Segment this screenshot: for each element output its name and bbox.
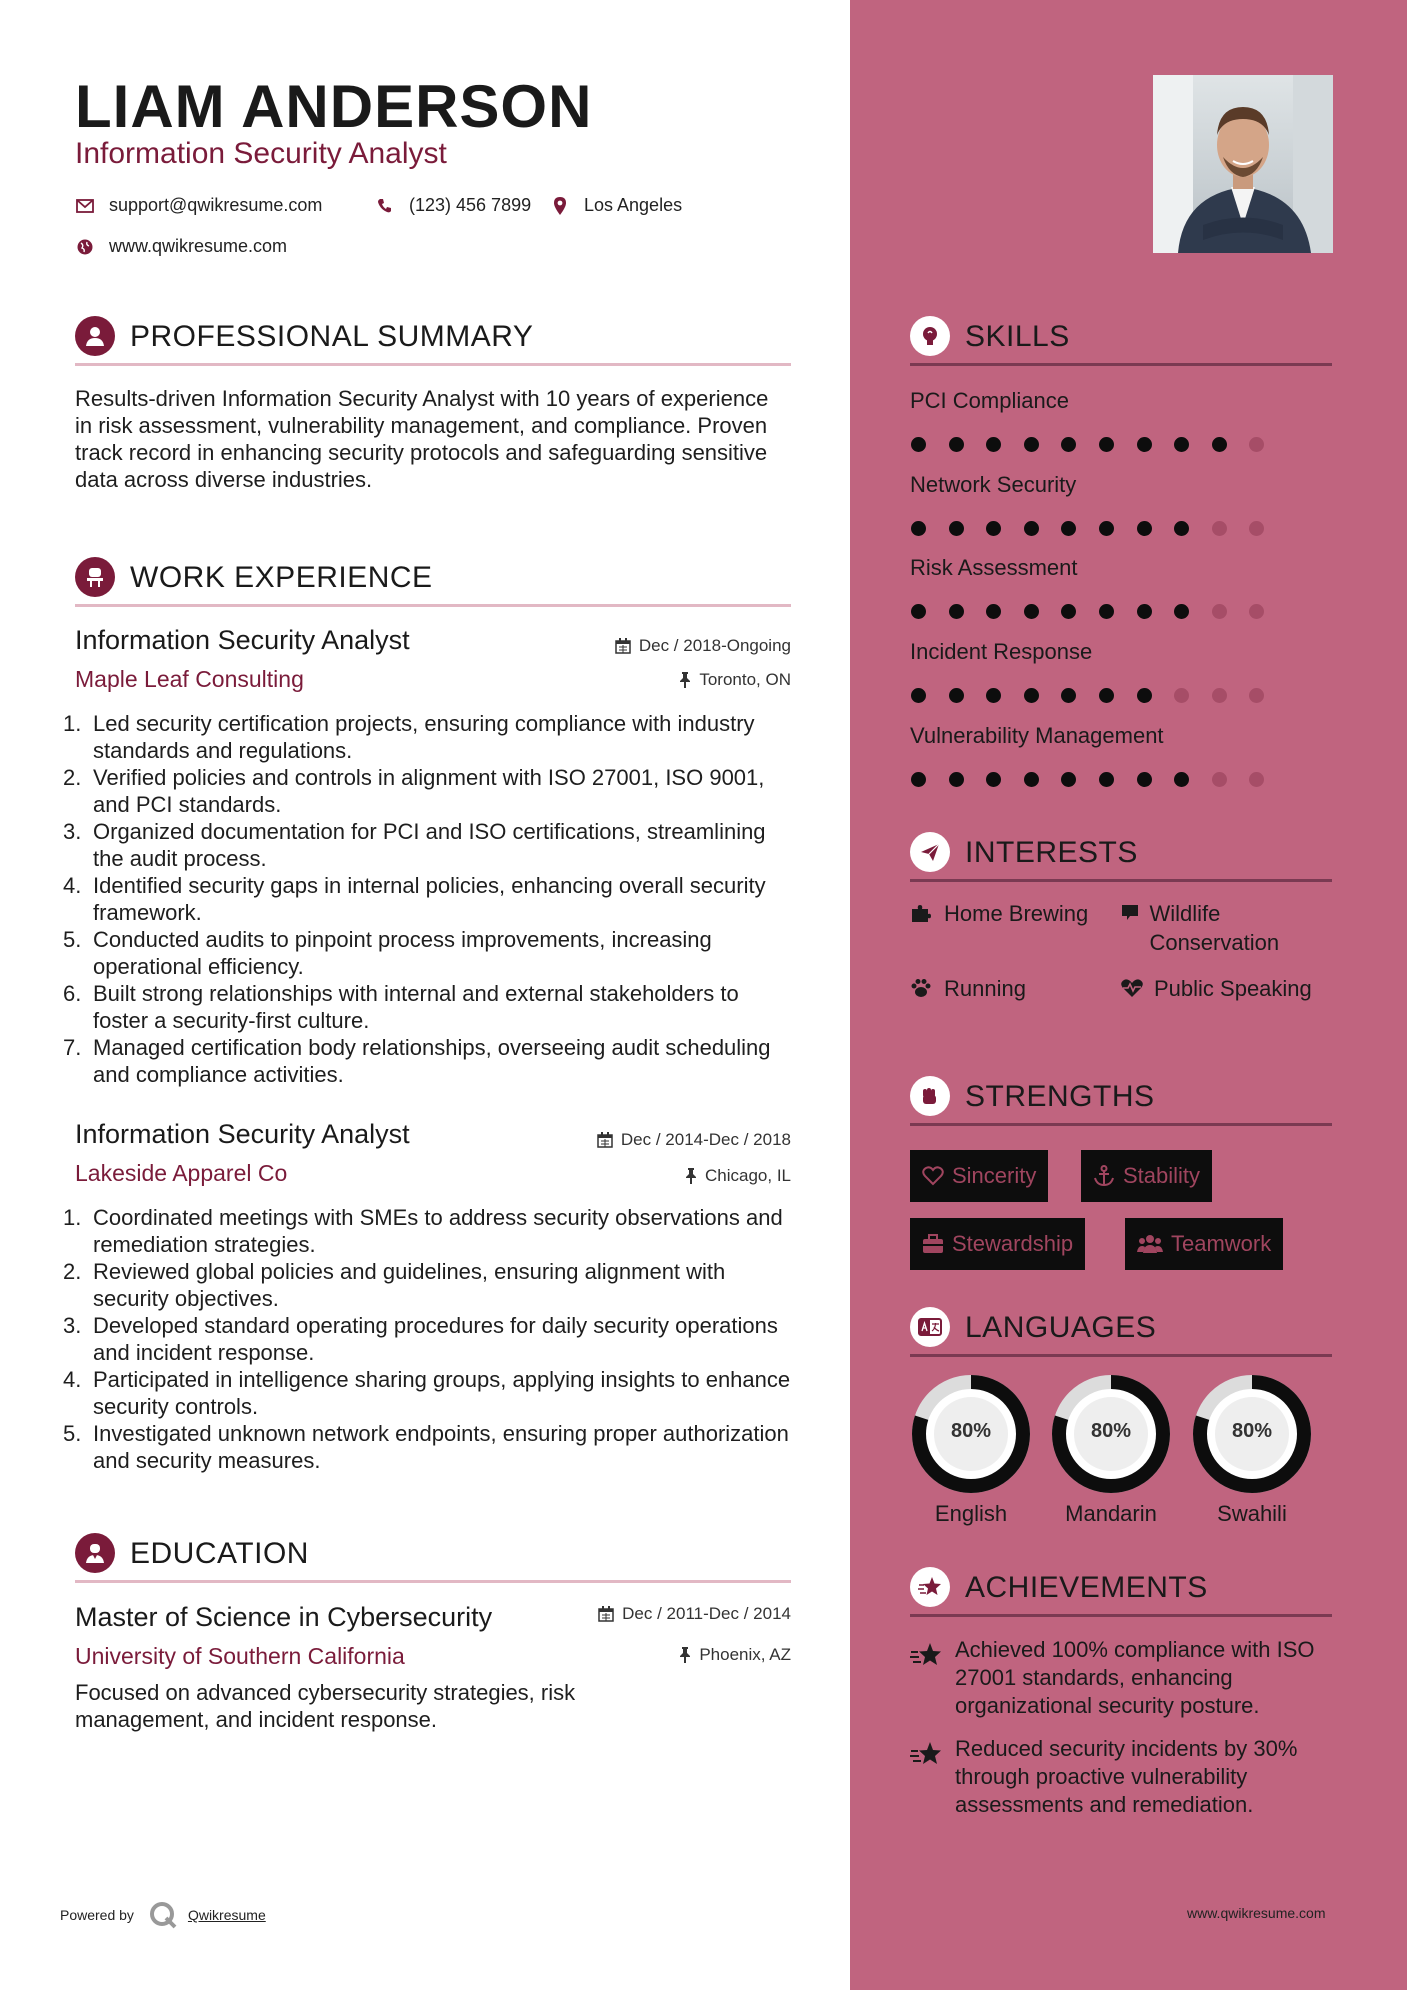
rating-dot-empty bbox=[1249, 437, 1264, 452]
rating-dot-filled bbox=[949, 521, 964, 536]
education-degree: Master of Science in Cybersecurity bbox=[75, 1602, 493, 1632]
summary-title: PROFESSIONAL SUMMARY bbox=[130, 320, 534, 353]
chair-icon bbox=[75, 557, 115, 597]
rating-dot-filled bbox=[1099, 437, 1114, 452]
fist-icon bbox=[910, 1076, 950, 1116]
list-item: 6. Built strong relationships with internal and external stakeholders to foster a security-first culture. bbox=[63, 981, 739, 1033]
flag-icon bbox=[1120, 899, 1141, 957]
language-name: English bbox=[934, 1501, 1008, 1526]
achievement-text: Achieved 100% compliance with ISO 27001 standards, enhancing organizational security posture. bbox=[955, 1637, 1315, 1718]
skill-3-name: Risk Assessment bbox=[910, 555, 1078, 580]
list-item: 1. Led security certification projects, ensuring compliance with industry standards and regulations. bbox=[63, 711, 755, 763]
skill-2-rating bbox=[911, 521, 1287, 537]
pushpin-icon bbox=[679, 672, 691, 688]
rating-dot-filled bbox=[986, 772, 1001, 787]
rating-dot-filled bbox=[1061, 604, 1076, 619]
language-name: Swahili bbox=[1217, 1501, 1287, 1526]
rating-dot-filled bbox=[1061, 772, 1076, 787]
anchor-icon bbox=[1093, 1165, 1115, 1187]
rating-dot-filled bbox=[1137, 521, 1152, 536]
rating-dot-empty bbox=[1212, 688, 1227, 703]
map-marker-icon bbox=[550, 196, 570, 216]
education-location-text: Phoenix, AZ bbox=[699, 1645, 791, 1664]
language-english bbox=[910, 1373, 1032, 1527]
summary-section-header bbox=[75, 316, 791, 366]
rating-dot-filled bbox=[1137, 604, 1152, 619]
rating-dot-empty bbox=[1249, 521, 1264, 536]
rating-dot-empty bbox=[1174, 688, 1189, 703]
job-1-dates-text: Dec / 2018-Ongoing bbox=[638, 636, 791, 655]
rating-dot-filled bbox=[986, 688, 1001, 703]
rating-dot-filled bbox=[1137, 772, 1152, 787]
rating-dot-filled bbox=[1099, 521, 1114, 536]
list-item: 5. Investigated unknown network endpoints, ensuring proper authorization and security measures. bbox=[63, 1421, 789, 1473]
star-icon bbox=[910, 1735, 955, 1819]
rating-dot-filled bbox=[911, 772, 926, 787]
achievement-1 bbox=[910, 1636, 1330, 1720]
job-1-company: Maple Leaf Consulting bbox=[75, 666, 304, 692]
powered-by-text: Powered by bbox=[60, 1907, 134, 1923]
experience-section-header bbox=[75, 557, 791, 607]
achievement-text: Reduced security incidents by 30% through proactive vulnerability assessments and remediation. bbox=[955, 1736, 1298, 1817]
interests-section-header bbox=[910, 832, 1332, 882]
footer-powered-by bbox=[60, 1900, 266, 1930]
globe-icon bbox=[75, 237, 95, 257]
paper-plane-icon bbox=[910, 832, 950, 872]
achievements-title: ACHIEVEMENTS bbox=[965, 1571, 1208, 1604]
heart-icon bbox=[922, 1166, 944, 1186]
job-2-title: Information Security Analyst bbox=[75, 1119, 410, 1149]
skill-1-name: PCI Compliance bbox=[910, 388, 1069, 413]
calendar-icon bbox=[598, 1606, 614, 1622]
languages-title: LANGUAGES bbox=[965, 1311, 1157, 1344]
qwikresume-logo-icon bbox=[148, 1900, 178, 1930]
language-name: Mandarin bbox=[1065, 1501, 1157, 1526]
rating-dot-filled bbox=[949, 772, 964, 787]
rating-dot-empty bbox=[1249, 604, 1264, 619]
rating-dot-filled bbox=[1174, 437, 1189, 452]
job-1-responsibilities bbox=[63, 710, 798, 1088]
phone-icon bbox=[375, 196, 395, 216]
lightbulb-icon bbox=[910, 316, 950, 356]
rating-dot-filled bbox=[911, 521, 926, 536]
job-2-company: Lakeside Apparel Co bbox=[75, 1160, 288, 1186]
job-2-dates bbox=[597, 1130, 791, 1150]
skill-2-name: Network Security bbox=[910, 472, 1077, 497]
language-icon bbox=[910, 1307, 950, 1347]
education-text: Focused on advanced cybersecurity strategies, risk management, and incident response. bbox=[75, 1680, 576, 1732]
skill-4-rating bbox=[911, 688, 1287, 704]
rating-dot-filled bbox=[1174, 604, 1189, 619]
rating-dot-empty bbox=[1249, 772, 1264, 787]
summary-text: Results-driven Information Security Analyst with 10 years of experience in risk assessment, vulnerability management, and compliance. Proven track record in enhancing security protocols and safeguarding sensitive data across diverse industries. bbox=[75, 386, 769, 492]
envelope-icon bbox=[75, 196, 95, 216]
candidate-name: LIAM ANDERSON bbox=[75, 73, 593, 140]
rating-dot-empty bbox=[1212, 604, 1227, 619]
rating-dot-filled bbox=[986, 521, 1001, 536]
skill-1-rating bbox=[911, 437, 1287, 453]
achievement-2 bbox=[910, 1735, 1330, 1819]
interests-title: INTERESTS bbox=[965, 836, 1138, 869]
rating-dot-filled bbox=[949, 437, 964, 452]
rating-dot-empty bbox=[1212, 772, 1227, 787]
skill-5-rating bbox=[911, 772, 1287, 788]
list-item: 3. Developed standard operating procedures for daily security operations and incident response. bbox=[63, 1313, 778, 1365]
language-percent: 80% bbox=[950, 1420, 992, 1442]
list-item: 1. Coordinated meetings with SMEs to address security observations and remediation strategies. bbox=[63, 1205, 783, 1257]
star-icon bbox=[910, 1636, 955, 1720]
skill-5-name: Vulnerability Management bbox=[910, 723, 1164, 748]
rating-dot-filled bbox=[1174, 772, 1189, 787]
education-title: EDUCATION bbox=[130, 1537, 309, 1570]
strength-sincerity: Sincerity bbox=[910, 1150, 1048, 1202]
puzzle-icon bbox=[910, 899, 936, 928]
list-item: 2. Reviewed global policies and guidelines, ensuring alignment with security objectives. bbox=[63, 1259, 726, 1311]
rating-dot-filled bbox=[986, 437, 1001, 452]
briefcase-icon bbox=[922, 1234, 944, 1254]
list-item: 4. Identified security gaps in internal policies, enhancing overall security framework. bbox=[63, 873, 766, 925]
language-mandarin bbox=[1050, 1373, 1172, 1527]
list-item: 3. Organized documentation for PCI and ISO certifications, streamlining the audit process. bbox=[63, 819, 766, 871]
rating-dot-filled bbox=[949, 688, 964, 703]
phone-text: (123) 456 7899 bbox=[409, 195, 532, 215]
rating-dot-filled bbox=[911, 604, 926, 619]
interest-public-speaking: Public Speaking bbox=[1120, 974, 1320, 1003]
experience-title: WORK EXPERIENCE bbox=[130, 561, 433, 594]
qwikresume-link[interactable]: Qwikresume bbox=[187, 1907, 266, 1923]
email-text: support@qwikresume.com bbox=[109, 195, 323, 215]
skills-title: SKILLS bbox=[965, 320, 1070, 353]
contact-phone[interactable] bbox=[375, 195, 531, 216]
strength-stewardship: Stewardship bbox=[910, 1218, 1085, 1270]
pushpin-icon bbox=[679, 1647, 691, 1663]
footer-url[interactable]: www.qwikresume.com bbox=[1187, 1905, 1326, 1921]
pushpin-icon bbox=[685, 1168, 697, 1184]
rating-dot-filled bbox=[1212, 437, 1227, 452]
achievements-section-header bbox=[910, 1567, 1332, 1617]
skill-3-rating bbox=[911, 604, 1287, 620]
education-dates bbox=[598, 1604, 791, 1624]
rating-dot-filled bbox=[1024, 688, 1039, 703]
rating-dot-filled bbox=[1061, 521, 1076, 536]
skill-4-name: Incident Response bbox=[910, 639, 1093, 664]
rating-dot-filled bbox=[1174, 521, 1189, 536]
job-2-responsibilities bbox=[63, 1204, 798, 1474]
contact-location bbox=[550, 195, 682, 216]
rating-dot-empty bbox=[1212, 521, 1227, 536]
strength-teamwork: Teamwork bbox=[1125, 1218, 1283, 1270]
rating-dot-filled bbox=[986, 604, 1001, 619]
interest-wildlife-conservation: Wildlife Conservation bbox=[1120, 899, 1320, 957]
language-percent: 80% bbox=[1231, 1420, 1273, 1442]
education-location bbox=[679, 1645, 791, 1665]
rating-dot-empty bbox=[1249, 688, 1264, 703]
location-text: Los Angeles bbox=[584, 195, 683, 215]
calendar-icon bbox=[615, 638, 631, 654]
job-1-location bbox=[679, 670, 791, 690]
contact-website[interactable] bbox=[75, 236, 287, 257]
star-icon bbox=[910, 1567, 950, 1607]
rating-dot-filled bbox=[1024, 437, 1039, 452]
interest-running: Running bbox=[910, 974, 1130, 1003]
list-item: 7. Managed certification body relationships, overseeing audit scheduling and compliance activities. bbox=[63, 1035, 771, 1087]
list-item: 4. Participated in intelligence sharing groups, applying insights to enhance security controls. bbox=[63, 1367, 791, 1419]
rating-dot-filled bbox=[1061, 688, 1076, 703]
heartbeat-icon bbox=[1120, 974, 1146, 1003]
website-text: www.qwikresume.com bbox=[109, 236, 288, 256]
rating-dot-filled bbox=[1137, 437, 1152, 452]
strengths-title: STRENGTHS bbox=[965, 1080, 1155, 1113]
contact-email[interactable] bbox=[75, 195, 322, 216]
rating-dot-filled bbox=[1024, 521, 1039, 536]
education-dates-text: Dec / 2011-Dec / 2014 bbox=[622, 1604, 791, 1623]
rating-dot-filled bbox=[1024, 604, 1039, 619]
paw-icon bbox=[910, 974, 936, 1003]
job-2-location-text: Chicago, IL bbox=[705, 1166, 791, 1185]
list-item: 2. Verified policies and controls in alignment with ISO 27001, ISO 9001, and PCI standards. bbox=[63, 765, 765, 817]
job-1-location-text: Toronto, ON bbox=[699, 670, 791, 689]
interest-home-brewing: Home Brewing bbox=[910, 899, 1130, 928]
rating-dot-filled bbox=[949, 604, 964, 619]
rating-dot-filled bbox=[1024, 772, 1039, 787]
profile-photo bbox=[1153, 75, 1333, 253]
calendar-icon bbox=[597, 1132, 613, 1148]
rating-dot-filled bbox=[1099, 772, 1114, 787]
skills-section-header bbox=[910, 316, 1332, 366]
strengths-section-header bbox=[910, 1076, 1332, 1126]
users-icon bbox=[1137, 1234, 1163, 1254]
language-percent: 80% bbox=[1090, 1420, 1132, 1442]
rating-dot-filled bbox=[911, 437, 926, 452]
rating-dot-filled bbox=[1099, 688, 1114, 703]
rating-dot-filled bbox=[1099, 604, 1114, 619]
languages-section-header bbox=[910, 1307, 1332, 1357]
education-school: University of Southern California bbox=[75, 1643, 405, 1669]
rating-dot-filled bbox=[1061, 437, 1076, 452]
education-section-header bbox=[75, 1533, 791, 1583]
job-1-title: Information Security Analyst bbox=[75, 625, 410, 655]
list-item: 5. Conducted audits to pinpoint process improvements, increasing operational efficiency. bbox=[63, 927, 712, 979]
graduate-icon bbox=[75, 1533, 115, 1573]
job-2-location bbox=[685, 1166, 791, 1186]
language-swahili bbox=[1191, 1373, 1313, 1527]
strength-stability: Stability bbox=[1081, 1150, 1212, 1202]
rating-dot-filled bbox=[1137, 688, 1152, 703]
candidate-role: Information Security Analyst bbox=[75, 137, 447, 170]
job-2-dates-text: Dec / 2014-Dec / 2018 bbox=[620, 1130, 791, 1149]
job-1-dates bbox=[615, 636, 791, 656]
user-icon bbox=[75, 316, 115, 356]
rating-dot-filled bbox=[911, 688, 926, 703]
